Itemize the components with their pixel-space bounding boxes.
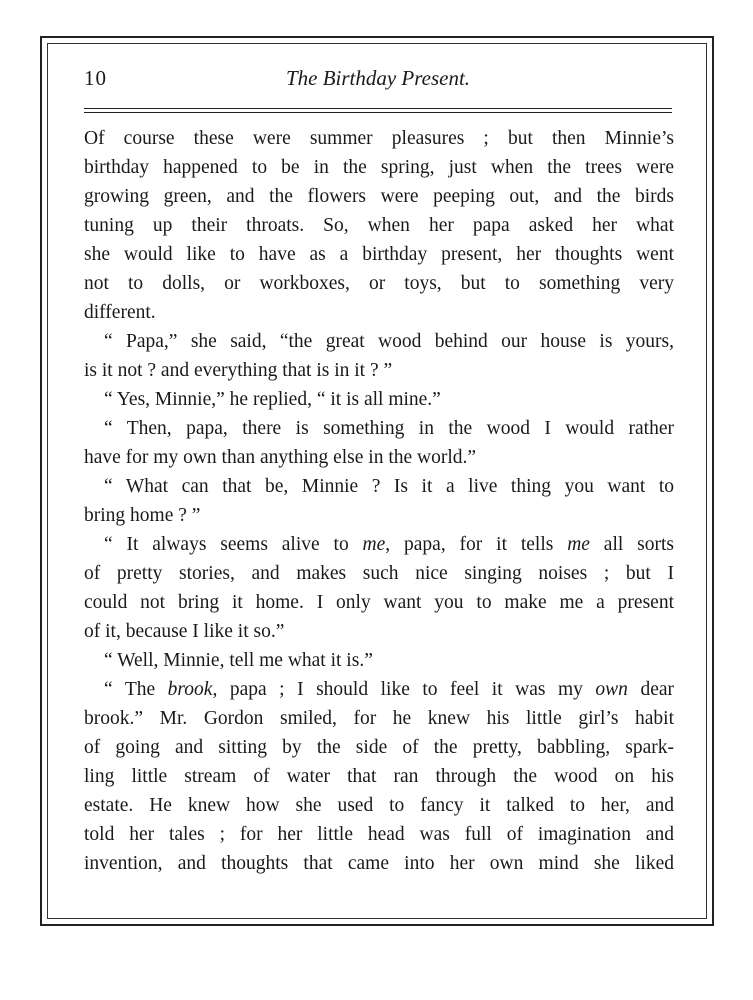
text-line: “ Then, papa, there is something in the wood I would rather xyxy=(104,418,674,439)
emphasis: own xyxy=(595,679,628,700)
emphasis: me xyxy=(362,534,386,555)
text-line: brook.” Mr. Gordon smiled, for he knew his little girl’s habit xyxy=(84,708,674,729)
header-rule-top xyxy=(84,108,672,109)
text-line: she would like to have as a birthday present, her thoughts went xyxy=(84,244,674,265)
text-line: bring home ? ” xyxy=(84,505,201,526)
text-line: “ It always seems alive to me, papa, for it tells me all sorts xyxy=(104,534,674,555)
text-line: invention, and thoughts that came into her own mind she liked xyxy=(84,853,674,874)
page-number: 10 xyxy=(84,66,107,90)
text-line: not to dolls, or workboxes, or toys, but to something very xyxy=(84,273,674,294)
text-line: “ Yes, Minnie,” he replied, “ it is all mine.” xyxy=(104,389,441,410)
text-line: “ Well, Minnie, tell me what it is.” xyxy=(104,650,373,671)
text-line: Of course these were summer pleasures ; but then Minnie’s xyxy=(84,128,674,149)
emphasis: brook xyxy=(167,679,213,700)
text-line: have for my own than anything else in the world.” xyxy=(84,447,477,468)
text-line: “ The brook, papa ; I should like to feel it was my own dear xyxy=(104,679,675,700)
body-text xyxy=(84,124,674,878)
header-rule-bottom xyxy=(84,112,672,113)
text-line: is it not ? and everything that is in it ? ” xyxy=(84,360,393,381)
text-line: “ What can that be, Minnie ? Is it a live thing you want to xyxy=(104,476,674,497)
text-line: estate. He knew how she used to fancy it talked to her, and xyxy=(84,795,674,816)
text-line: birthday happened to be in the spring, just when the trees were xyxy=(84,157,674,178)
text-line: of going and sitting by the side of the pretty, babbling, spark- xyxy=(84,737,674,758)
text-line: could not bring it home. I only want you to make me a present xyxy=(84,592,674,613)
text-line: of it, because I like it so.” xyxy=(84,621,285,642)
emphasis: me xyxy=(567,534,590,555)
text-line: tuning up their throats. So, when her papa asked her what xyxy=(84,215,674,236)
text-line: different. xyxy=(84,302,156,323)
page-header xyxy=(84,66,672,100)
text-line: ling little stream of water that ran through the wood on his xyxy=(84,766,674,787)
text-line: “ Papa,” she said, “the great wood behind our house is yours, xyxy=(104,331,674,352)
text-line: growing green, and the flowers were peeping out, and the birds xyxy=(84,186,674,207)
text-line: told her tales ; for her little head was full of imagination and xyxy=(84,824,674,845)
running-title: The Birthday Present. xyxy=(285,66,471,90)
text-line: of pretty stories, and makes such nice singing noises ; but I xyxy=(84,563,674,584)
